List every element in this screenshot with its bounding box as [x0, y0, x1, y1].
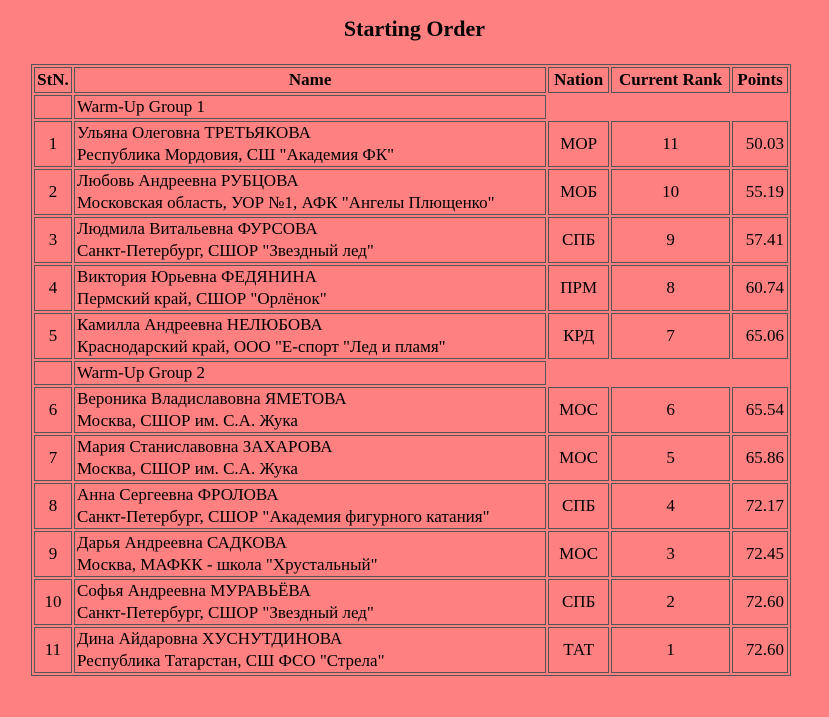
- group-spacer: [548, 361, 788, 385]
- skater-club: Республика Мордовия, СШ "Академия ФК": [76, 145, 395, 164]
- start-number: 3: [34, 217, 72, 263]
- header-row: [34, 67, 788, 93]
- start-number: 1: [34, 121, 72, 167]
- table-row: [34, 435, 788, 481]
- header-current-rank: Current Rank: [611, 67, 730, 93]
- skater-name: Анна Сергеевна ФРОЛОВА: [76, 485, 279, 504]
- skater-name: Мария Станиславовна ЗАХАРОВА: [76, 437, 333, 456]
- warm-up-group-row: [34, 361, 788, 385]
- header-points: Points: [732, 67, 788, 93]
- nation-code: МОС: [548, 435, 609, 481]
- current-rank: 5: [611, 435, 730, 481]
- table-row: [34, 531, 788, 577]
- points: 60.74: [732, 265, 788, 311]
- nation-code: МОС: [548, 531, 609, 577]
- table-row: [34, 313, 788, 359]
- skater-name: Софья Андреевна МУРАВЬЁВА: [76, 581, 311, 600]
- skater-name: Дина Айдаровна ХУСНУТДИНОВА: [76, 629, 343, 648]
- points: 65.86: [732, 435, 788, 481]
- current-rank: 9: [611, 217, 730, 263]
- current-rank: 7: [611, 313, 730, 359]
- skater-cell: [74, 121, 546, 167]
- start-number: 5: [34, 313, 72, 359]
- warm-up-group-label: Warm-Up Group 1: [74, 95, 546, 119]
- skater-club: Санкт-Петербург, СШОР "Академия фигурного катания": [76, 507, 490, 526]
- skater-cell: [74, 265, 546, 311]
- points: 57.41: [732, 217, 788, 263]
- skater-cell: [74, 627, 546, 673]
- current-rank: 11: [611, 121, 730, 167]
- skater-cell: [74, 169, 546, 215]
- table-row: [34, 121, 788, 167]
- current-rank: 2: [611, 579, 730, 625]
- points: 72.60: [732, 627, 788, 673]
- points: 72.60: [732, 579, 788, 625]
- skater-name: Любовь Андреевна РУБЦОВА: [76, 171, 299, 190]
- table-row: [34, 483, 788, 529]
- warm-up-group-row: [34, 95, 788, 119]
- skater-name: Вероника Владиславовна ЯМЕТОВА: [76, 389, 347, 408]
- skater-club: Краснодарский край, ООО "Е-спорт "Лед и пламя": [76, 337, 446, 356]
- table-row: [34, 265, 788, 311]
- skater-club: Москва, МАФКК - школа "Хрустальный": [76, 555, 378, 574]
- skater-club: Санкт-Петербург, СШОР "Звездный лед": [76, 603, 374, 622]
- header-name: Name: [74, 67, 546, 93]
- nation-code: СПБ: [548, 217, 609, 263]
- table-row: [34, 217, 788, 263]
- nation-code: МОС: [548, 387, 609, 433]
- nation-code: СПБ: [548, 579, 609, 625]
- skater-club: Санкт-Петербург, СШОР "Звездный лед": [76, 241, 374, 260]
- points: 72.17: [732, 483, 788, 529]
- current-rank: 3: [611, 531, 730, 577]
- start-number: 8: [34, 483, 72, 529]
- points: 55.19: [732, 169, 788, 215]
- table-row: [34, 627, 788, 673]
- header-stn: StN.: [34, 67, 72, 93]
- skater-club: Московская область, УОР №1, АФК "Ангелы Плющенко": [76, 193, 495, 212]
- table-row: [34, 579, 788, 625]
- skater-cell: [74, 313, 546, 359]
- points: 50.03: [732, 121, 788, 167]
- start-number: 11: [34, 627, 72, 673]
- skater-name: Дарья Андреевна САДКОВА: [76, 533, 288, 552]
- current-rank: 10: [611, 169, 730, 215]
- start-number: 2: [34, 169, 72, 215]
- skater-club: Республика Татарстан, СШ ФСО "Стрела": [76, 651, 385, 670]
- group-spacer: [548, 95, 788, 119]
- current-rank: 1: [611, 627, 730, 673]
- warm-up-group-label: Warm-Up Group 2: [74, 361, 546, 385]
- group-stn-cell: [34, 361, 72, 385]
- starting-order-table: [31, 64, 791, 676]
- start-number: 6: [34, 387, 72, 433]
- skater-club: Москва, СШОР им. С.А. Жука: [76, 459, 298, 478]
- skater-cell: [74, 579, 546, 625]
- table-body: [34, 95, 788, 673]
- table-row: [34, 169, 788, 215]
- nation-code: МОБ: [548, 169, 609, 215]
- nation-code: ПРМ: [548, 265, 609, 311]
- skater-cell: [74, 435, 546, 481]
- skater-cell: [74, 217, 546, 263]
- skater-cell: [74, 531, 546, 577]
- current-rank: 8: [611, 265, 730, 311]
- nation-code: СПБ: [548, 483, 609, 529]
- skater-cell: [74, 387, 546, 433]
- points: 65.06: [732, 313, 788, 359]
- skater-name: Камилла Андреевна НЕЛЮБОВА: [76, 315, 323, 334]
- current-rank: 4: [611, 483, 730, 529]
- start-number: 4: [34, 265, 72, 311]
- header-nation: Nation: [548, 67, 609, 93]
- skater-name: Виктория Юрьевна ФЕДЯНИНА: [76, 267, 317, 286]
- skater-cell: [74, 483, 546, 529]
- table-row: [34, 387, 788, 433]
- start-number: 9: [34, 531, 72, 577]
- start-number: 7: [34, 435, 72, 481]
- nation-code: ТАТ: [548, 627, 609, 673]
- nation-code: МОР: [548, 121, 609, 167]
- skater-club: Москва, СШОР им. С.А. Жука: [76, 411, 298, 430]
- skater-name: Ульяна Олеговна ТРЕТЬЯКОВА: [76, 123, 311, 142]
- skater-club: Пермский край, СШОР "Орлёнок": [76, 289, 327, 308]
- skater-name: Людмила Витальевна ФУРСОВА: [76, 219, 318, 238]
- page-title: Starting Order: [343, 16, 486, 41]
- group-stn-cell: [34, 95, 72, 119]
- start-number: 10: [34, 579, 72, 625]
- points: 72.45: [732, 531, 788, 577]
- nation-code: КРД: [548, 313, 609, 359]
- current-rank: 6: [611, 387, 730, 433]
- points: 65.54: [732, 387, 788, 433]
